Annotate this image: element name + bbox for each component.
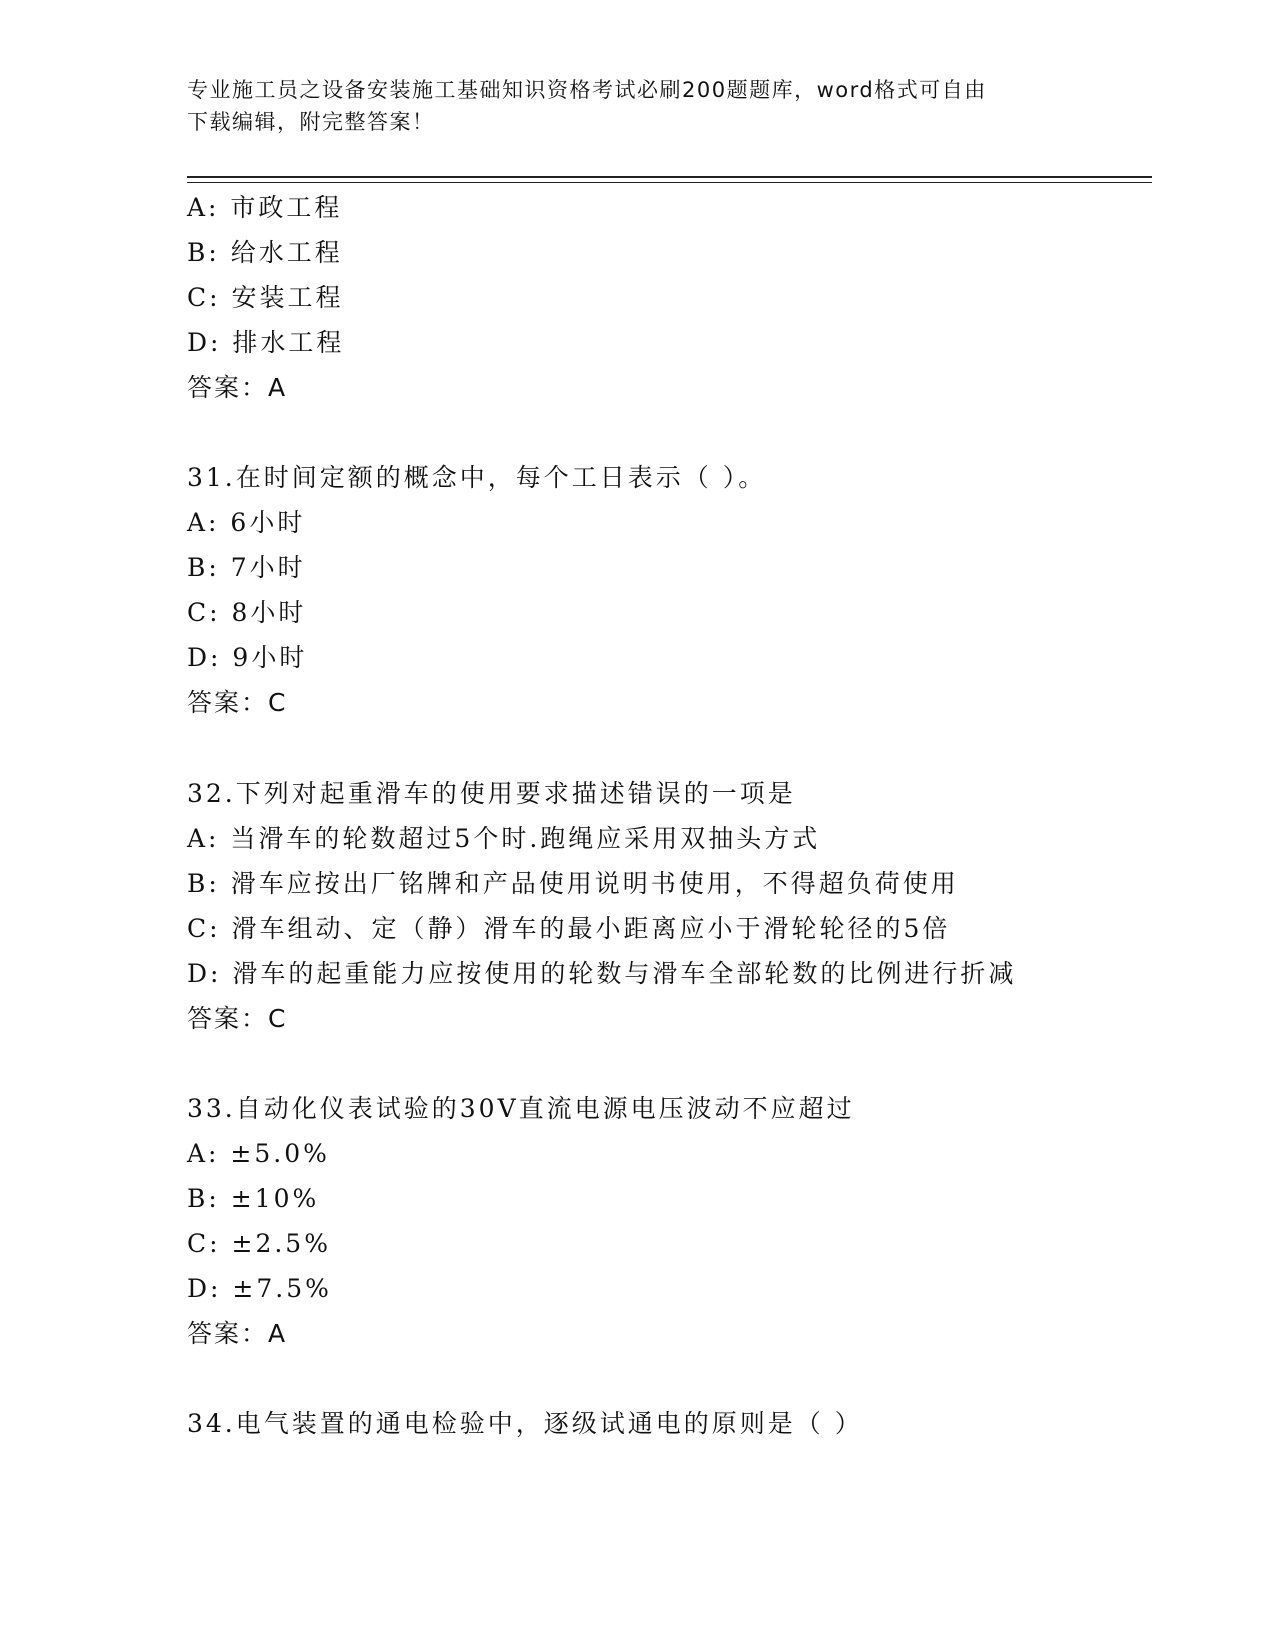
q31-option-b: B: 7小时: [187, 553, 306, 582]
q31-option-c: C: 8小时: [187, 598, 307, 627]
header-rule-thin: [187, 182, 1152, 183]
q32-option-a: A: 当滑车的轮数超过5个时.跑绳应采用双抽头方式: [187, 824, 821, 853]
q32-question: 32.下列对起重滑车的使用要求描述错误的一项是: [187, 779, 796, 808]
document-title-line-1: 专业施工员之设备安装施工基础知识资格考试必刷200题题库，word格式可自由: [187, 78, 987, 102]
q33-option-b: B: ±10%: [187, 1184, 320, 1213]
document-title-line-2: 下载编辑，附完整答案！: [187, 110, 435, 134]
q32-option-d: D: 滑车的起重能力应按使用的轮数与滑车全部轮数的比例进行折减: [187, 959, 1017, 988]
q34-question: 34.电气装置的通电检验中，逐级试通电的原则是（ ）: [187, 1409, 863, 1438]
q30-option-b: B: 给水工程: [187, 238, 343, 267]
q31-option-d: D: 9小时: [187, 643, 308, 672]
q32-option-b: B: 滑车应按出厂铭牌和产品使用说明书使用，不得超负荷使用: [187, 869, 959, 898]
header-rule-thick: [187, 176, 1152, 178]
q33-option-c: C: ±2.5%: [187, 1229, 331, 1258]
q30-answer: 答案：A: [187, 373, 288, 402]
q32-answer: 答案：C: [187, 1004, 288, 1033]
q30-option-d: D: 排水工程: [187, 328, 345, 357]
q31-answer: 答案：C: [187, 688, 288, 717]
q32-option-c: C: 滑车组动、定（静）滑车的最小距离应小于滑轮轮径的5倍: [187, 914, 951, 943]
q33-question: 33.自动化仪表试验的30V直流电源电压波动不应超过: [187, 1094, 855, 1123]
q30-option-a: A: 市政工程: [187, 193, 343, 222]
q33-answer: 答案：A: [187, 1319, 288, 1348]
document-header: [187, 74, 1067, 138]
q31-option-a: A: 6小时: [187, 508, 306, 537]
q30-option-c: C: 安装工程: [187, 283, 344, 312]
q33-option-a: A: ±5.0%: [187, 1139, 330, 1168]
q33-option-d: D: ±7.5%: [187, 1274, 332, 1303]
q31-question: 31.在时间定额的概念中，每个工日表示（ ）。: [187, 463, 767, 492]
